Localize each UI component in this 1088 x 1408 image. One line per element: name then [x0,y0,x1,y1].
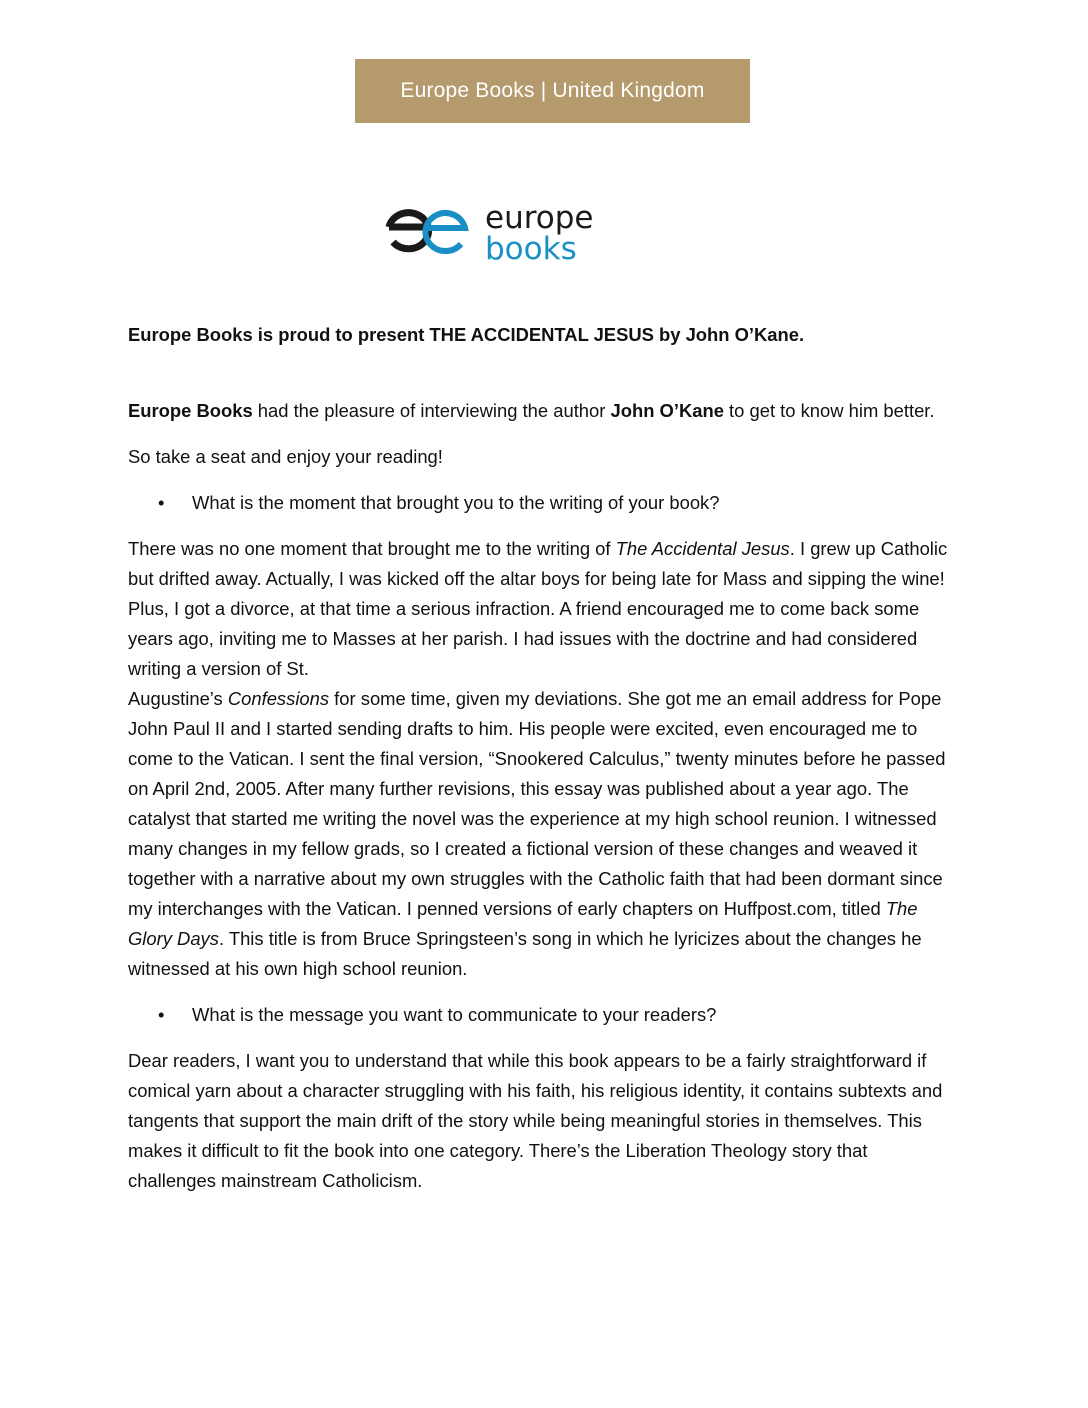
logo-line1: europe [485,200,594,236]
confessions-title: Confessions [227,688,330,709]
bullet-icon: • [158,492,165,513]
answer-1: There was no one moment that brought me to the writing of The Accidental Jesus. I grew up Catholic but drifted away. Actually, I was kicked off the altar boys for being late for Mass and sipping the wine! Plus, I got a divorce, at that time a serious infraction. A friend encouraged me to come back some years ago, inviting me to Masses at her parish. I had issues with the doctrine and had considered writing a version of St. Augustine’s Confessions for some time, given my deviations. She got me an email address for Pope John Paul II and I started sending drafts to him. His people were excited, even encouraged me to come to the Vatican. I sent the final version, “Snookered Calculus,” twenty minutes before he passed on April 2nd, 2005. After many further revisions, this essay was published about a year ago. The catalyst that started me writing the novel was the experience at my high school reunion. I witnessed many changes in my fellow grads, so I created a fictional version of these changes and weaved it together with a narrative about my own struggles with the Catholic faith that had been dormant since my interchanges with the Vatican. I penned versions of early chapters on Huffpost.com, titled The Glory Days. This title is from Bruce Springsteen’s song in which he lyricizes about the changes he witnessed at his own high school reunion. [128,538,948,979]
invite-line: So take a seat and enjoy your reading! [128,446,443,467]
question-1 [128,488,958,518]
article-body [128,320,958,1212]
europe-books-logo [383,200,633,270]
question-2 [128,1000,958,1030]
book-title: The Accidental Jesus [615,538,790,559]
bullet-icon: • [158,1004,165,1025]
author-name: John O’Kane [610,400,724,421]
intro-paragraph: Europe Books had the pleasure of interviewing the author John O’Kane to get to know him better. [128,400,935,421]
article-headline: Europe Books is proud to present THE ACCIDENTAL JESUS by John O’Kane. [128,324,805,345]
banner-text: Europe Books | United Kingdom [400,79,705,102]
answer-2: Dear readers, I want you to understand that while this book appears to be a fairly straightforward if comical yarn about a character struggling with his faith, his religious identity, it contains subtexts and tangents that support the main drift of the story while being meaningful stories in themselves. This makes it difficult to fit the book into one category. There’s the Liberation Theology story that challenges mainstream Catholicism. [128,1050,943,1191]
question-text: What is the moment that brought you to the writing of your book? [192,492,720,513]
logo-line2: books [485,231,577,267]
glory-days-title: The Glory Days [128,898,918,949]
question-text: What is the message you want to communicate to your readers? [192,1004,717,1025]
publisher-name: Europe Books [128,400,253,421]
publisher-banner [355,59,750,123]
europe-books-logo-icon [383,200,633,270]
